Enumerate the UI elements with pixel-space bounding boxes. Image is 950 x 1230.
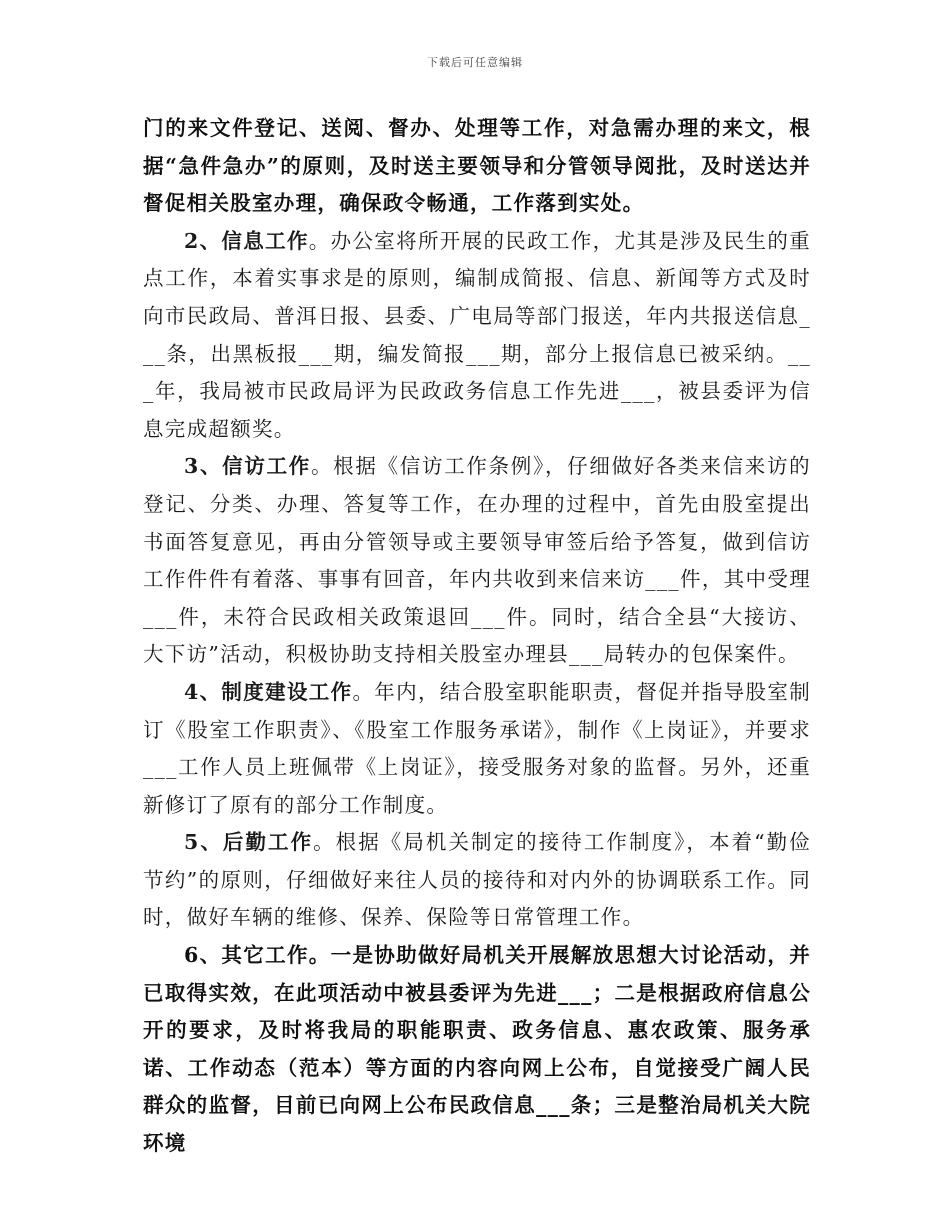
paragraph-4-heading: 4、制度建设工作 <box>184 679 353 704</box>
paragraph-3-text: 。根据《信访工作条例》，仔细做好各类来信来访的登记、分类、办理、答复等工作，在办理的过程中，首先由股室提出书面答复意见，再由分管领导或主要领导审签后给予答复，做到信访工作件件有着落、事事有回音，年内共收到来信来访___件，其中受理___件，未符合民政相关政策退回___件。同时，结合全县“大接访、大下访”活动，积极协助支持相关股室办理县___局转办的包保案件。 <box>143 454 811 667</box>
paragraph-4 <box>143 674 811 824</box>
paragraph-5-text: 。根据《局机关制定的接待工作制度》，本着“勤俭节约”的原则，仔细做好来往人员的接待和对内外的协调联系工作。同时，做好车辆的维修、保养、保险等日常管理工作。 <box>143 830 811 930</box>
page-header-note: 下载后可任意编辑 <box>427 56 523 69</box>
paragraph-2-text: 。办公室将所开展的民政工作，尤其是涉及民生的重点工作，本着实事求是的原则，编制成简报、信息、新闻等方式及时向市民政局、普洱日报、县委、广电局等部门报送，年内共报送信息___条，出黑板报___期，编发简报___期，部分上报信息已被采纳。___年，我局被市民政局评为民政政务信息工作先进___，被县委评为信息完成超额奖。 <box>143 228 811 441</box>
paragraph-1: 门的来文件登记、送阅、督办、处理等工作，对急需办理的来文，根据“急件急办”的原则，及时送主要领导和分管领导阅批，及时送达并督促相关股室办理，确保政令畅通，工作落到实处。 <box>143 116 811 216</box>
paragraph-5 <box>143 824 811 937</box>
paragraph-2-heading: 2、信息工作 <box>184 228 309 253</box>
paragraph-2 <box>143 223 811 449</box>
paragraph-3 <box>143 448 811 674</box>
paragraph-6: 6、其它工作。一是协助做好局机关开展解放思想大讨论活动，并已取得实效，在此项活动中被县委评为先进___；二是根据政府信息公开的要求，及时将我局的职能职责、政务信息、惠农政策、服务承诺、工作动态（范本）等方面的内容向网上公布，自觉接受广阔人民群众的监督，目前已向网上公布民政信息___条；三是整治局机关大院环境 <box>143 943 811 1156</box>
paragraph-5-heading: 5、后勤工作 <box>184 830 314 855</box>
document-body <box>143 110 811 1163</box>
paragraph-4-text: 。年内，结合股室职能职责，督促并指导股室制订《股室工作职责》、《股室工作服务承诺》，制作《上岗证》，并要求___工作人员上班佩带《上岗证》，接受服务对象的监督。另外，还重新修订了原有的部分工作制度。 <box>143 679 811 817</box>
paragraph-3-heading: 3、信访工作 <box>184 454 311 479</box>
